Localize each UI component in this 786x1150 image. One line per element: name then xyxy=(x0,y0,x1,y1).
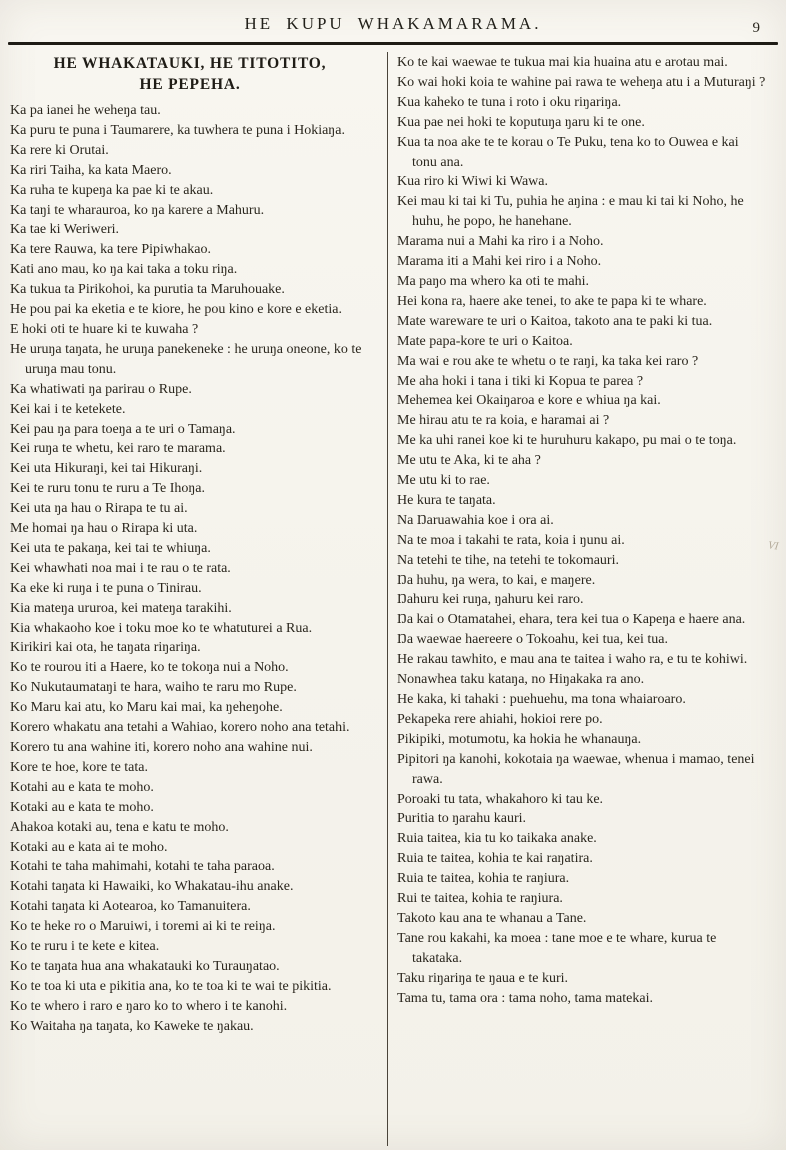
proverb-line: Ko te toa ki uta e pikitia ana, ko te toa ki te wai te pikitia. xyxy=(10,978,332,994)
proverb-line: Ko Maru kai atu, ko Maru kai mai, ka ŋeheŋohe. xyxy=(10,700,283,716)
proverb-line: Korero tu ana wahine iti, korero noho ana wahine nui. xyxy=(10,740,313,755)
proverb-line: Kotahi te taha mahimahi, kotahi te taha paraoa. xyxy=(10,859,275,875)
running-header-title: HE KUPU WHAKAMARAMA. xyxy=(244,14,542,33)
proverb-line: Ka eke ki ruŋa i te puna o Tinirau. xyxy=(10,580,202,596)
proverb-line: Me utu te Aka, ki te aha ? xyxy=(397,453,541,469)
right-column-proverbs xyxy=(397,53,767,1009)
proverb-line: Ko te taŋata hua ana whakatauki ko Turauŋatao. xyxy=(10,958,280,974)
proverb-line: Me aha hoki i tana i tiki ki Kopua te parea ? xyxy=(397,373,644,389)
proverb-line: Na tetehi te tihe, na tetehi te tokomauri. xyxy=(397,552,619,568)
proverb-line: Ka riri Taiha, ka kata Maero. xyxy=(10,162,172,178)
proverb-line: Kotaki au e kata ai te moho. xyxy=(10,839,168,855)
proverb-line: Poroaki tu tata, whakahoro ki tau ke. xyxy=(397,791,604,807)
proverb-line: Kei uta ŋa hau o Rirapa te tu ai. xyxy=(10,501,188,517)
proverb-line: Kua ta noa ake te te korau o Te Puku, tena ko to Ouwea e kai tonu ana. xyxy=(397,134,739,170)
proverb-line: Ŋa waewae haereere o Tokoahu, kei tua, kei tua. xyxy=(397,632,668,648)
page-content xyxy=(10,52,778,1146)
proverb-line: Ko te kai waewae te tukua mai kia huaina atu e arotau mai. xyxy=(397,55,728,70)
proverb-line: Mehemea kei Okaiŋaroa e kore e whiua ŋa kai. xyxy=(397,393,661,409)
proverb-line: Marama iti a Mahi kei riro i a Noho. xyxy=(397,254,602,270)
proverb-line: Ŋa kai o Otamatahei, ehara, tera kei tua o Kapeŋa e haere ana. xyxy=(397,612,746,628)
section-title-line2: HE PEPEHA. xyxy=(139,76,241,93)
proverb-line: Ahakoa kotaki au, tena e katu te moho. xyxy=(10,819,229,835)
proverb-line: Rui te taitea, kohia te raŋiura. xyxy=(397,891,563,907)
proverb-line: Ka pa ianei he weheŋa tau. xyxy=(10,103,161,118)
proverb-line: Mate wareware te uri o Kaitoa, takoto ana te paki ki tua. xyxy=(397,313,713,329)
proverb-line: Takoto kau ana te whanau a Tane. xyxy=(397,910,587,926)
proverb-line: Hei kona ra, haere ake tenei, to ake te papa ki te whare. xyxy=(397,293,707,309)
proverb-line: Me ka uhi ranei koe ki te huruhuru kakapo, pu mai o te toŋa. xyxy=(397,433,737,449)
proverb-line: Tane rou kakahi, ka moea : tane moe e te whare, kurua te takataka. xyxy=(397,930,717,966)
proverb-line: He kaka, ki tahaki : puehuehu, ma tona whaiaroaro. xyxy=(397,692,686,707)
proverb-line: Ko Waitaha ŋa taŋata, ko Kaweke te ŋakau. xyxy=(10,1018,254,1034)
proverb-line: Ruia te taitea, kohia te raŋiura. xyxy=(397,871,570,887)
proverb-line: Me utu ki to rae. xyxy=(397,473,490,489)
proverb-line: Kua riro ki Wiwi ki Wawa. xyxy=(397,174,548,190)
proverb-line: Kati ano mau, ko ŋa kai taka a toku riŋa. xyxy=(10,262,238,278)
proverb-line: E hoki oti te huare ki te kuwaha ? xyxy=(10,321,199,337)
proverb-line: Me homai ŋa hau o Rirapa ki uta. xyxy=(10,521,198,537)
proverb-line: Ko te rourou iti a Haere, ko te tokoŋa nui a Noho. xyxy=(10,660,289,676)
proverb-line: Na Ŋaruawahia koe i ora ai. xyxy=(397,512,554,528)
left-column xyxy=(10,52,370,1146)
proverb-line: Ka puru te puna i Taumarere, ka tuwhera te puna i Hokiaŋa. xyxy=(10,122,345,138)
proverb-line: Kua kaheko te tuna i roto i oku riŋariŋa. xyxy=(397,94,622,110)
section-title-line1: HE WHAKATAUKI, HE TITOTITO, xyxy=(53,55,327,72)
proverb-line: Ko te whero i raro e ŋaro ko to whero i te kanohi. xyxy=(10,998,288,1014)
proverb-line: Taku riŋariŋa te ŋaua e te kuri. xyxy=(397,970,568,986)
proverb-line: Ka tae ki Weriweri. xyxy=(10,222,120,238)
proverb-line: Ma wai e rou ake te whetu o te raŋi, ka taka kei raro ? xyxy=(397,353,699,369)
proverb-line: Na te moa i takahi te rata, koia i ŋunu ai. xyxy=(397,532,625,548)
proverb-line: Me hirau atu te ra koia, e haramai ai ? xyxy=(397,413,610,429)
proverb-line: Nonawhea taku kataŋa, no Hiŋakaka ra ano. xyxy=(397,672,645,688)
proverb-line: Kei mau ki tai ki Tu, puhia he aŋina : e mau ki tai ki Noho, he huhu, he popo, he hanehane. xyxy=(397,194,744,230)
proverb-line: Ko te ruru i te kete e kitea. xyxy=(10,939,160,955)
proverb-line: Ka whatiwati ŋa parirau o Rupe. xyxy=(10,381,192,397)
proverb-line: Kore te hoe, kore te tata. xyxy=(10,759,148,775)
proverb-line: Kei pau ŋa para toeŋa a te uri o Tamaŋa. xyxy=(10,421,236,437)
proverb-line: Korero whakatu ana tetahi a Wahiao, korero noho ana tetahi. xyxy=(10,720,350,736)
proverb-line: Kei te ruru tonu te ruru a Te Ihoŋa. xyxy=(10,481,206,497)
proverb-line: Kei kai i te ketekete. xyxy=(10,401,126,417)
proverb-line: Ko wai hoki koia te wahine pai rawa te weheŋa atu i a Muturaŋi ? xyxy=(397,74,766,90)
proverb-line: Ko Nukutaumataŋi te hara, waiho te raru mo Rupe. xyxy=(10,680,297,696)
left-column-proverbs xyxy=(10,101,370,1037)
proverb-line: Pekapeka rere ahiahi, hokioi rere po. xyxy=(397,711,603,727)
proverb-line: Puritia to ŋarahu kauri. xyxy=(397,811,527,827)
proverb-line: Ŋa huhu, ŋa wera, to kai, e maŋere. xyxy=(397,572,596,588)
proverb-line: Kia whakaoho koe i toku moe ko te whatuturei a Rua. xyxy=(10,620,313,636)
proverb-line: Ka ruha te kupeŋa ka pae ki te akau. xyxy=(10,182,214,198)
proverb-line: Kotaki au e kata te moho. xyxy=(10,799,154,815)
proverb-line: He pou pai ka eketia e te kiore, he pou kino e kore e eketia. xyxy=(10,302,342,318)
proverb-line: Kua pae nei hoki te koputuŋa ŋaru ki te one. xyxy=(397,114,645,130)
column-divider-rule xyxy=(387,52,388,1146)
page-header xyxy=(0,14,786,40)
proverb-line: Ruia taitea, kia tu ko taikaka anake. xyxy=(397,831,597,847)
proverb-line: Kotahi au e kata te moho. xyxy=(10,779,154,795)
proverb-line: He rakau tawhito, e mau ana te taitea i waho ra, e tu te kohiwi. xyxy=(397,652,748,668)
proverb-line: Ŋahuru kei ruŋa, ŋahuru kei raro. xyxy=(397,592,584,608)
proverb-line: Kei uta te pakaŋa, kei tai te whiuŋa. xyxy=(10,540,211,556)
proverb-line: Marama nui a Mahi ka riro i a Noho. xyxy=(397,234,604,250)
proverb-line: Ma paŋo ma whero ka oti te mahi. xyxy=(397,273,589,289)
section-title xyxy=(10,53,370,95)
proverb-line: Ka tukua ta Pirikohoi, ka purutia ta Maruhouake. xyxy=(10,282,285,298)
proverb-line: Pikipiki, motumotu, ka hokia he whanauŋa. xyxy=(397,731,642,747)
proverb-line: Kotahi taŋata ki Hawaiki, ko Whakatau-ihu anake. xyxy=(10,879,294,895)
proverb-line: Ka tere Rauwa, ka tere Pipiwhakao. xyxy=(10,242,211,258)
proverb-line: Kei whawhati noa mai i te rau o te rata. xyxy=(10,560,231,576)
proverb-line: Ko te heke ro o Maruiwi, i toremi ai ki te reiŋa. xyxy=(10,919,276,935)
proverb-line: Kotahi taŋata ki Aotearoa, ko Tamanuitera. xyxy=(10,899,251,915)
proverb-line: He kura te taŋata. xyxy=(397,492,496,508)
proverb-line: Ka rere ki Orutai. xyxy=(10,142,109,158)
right-column xyxy=(397,52,767,1146)
proverb-line: Kirikiri kai ota, he taŋata riŋariŋa. xyxy=(10,640,201,656)
page-number: 9 xyxy=(752,20,760,36)
proverb-line: Pipitori ŋa kanohi, kokotaia ŋa waewae, whenua i mamao, tenei rawa. xyxy=(397,751,755,787)
handwritten-margin-mark: VI xyxy=(766,539,779,553)
header-rule xyxy=(8,42,778,45)
proverb-line: Kia mateŋa ururoa, kei mateŋa tarakihi. xyxy=(10,600,232,616)
proverb-line: He uruŋa taŋata, he uruŋa panekeneke : he uruŋa oneone, ko te uruŋa mau tonu. xyxy=(10,341,362,377)
proverb-line: Kei uta Hikuraŋi, kei tai Hikuraŋi. xyxy=(10,461,203,477)
proverb-line: Tama tu, tama ora : tama noho, tama matekai. xyxy=(397,990,653,1006)
proverb-line: Ka taŋi te wharauroa, ko ŋa karere a Mahuru. xyxy=(10,202,265,218)
proverb-line: Ruia te taitea, kohia te kai raŋatira. xyxy=(397,851,593,867)
proverb-line: Mate papa-kore te uri o Kaitoa. xyxy=(397,333,573,349)
proverb-line: Kei ruŋa te whetu, kei raro te marama. xyxy=(10,441,226,457)
